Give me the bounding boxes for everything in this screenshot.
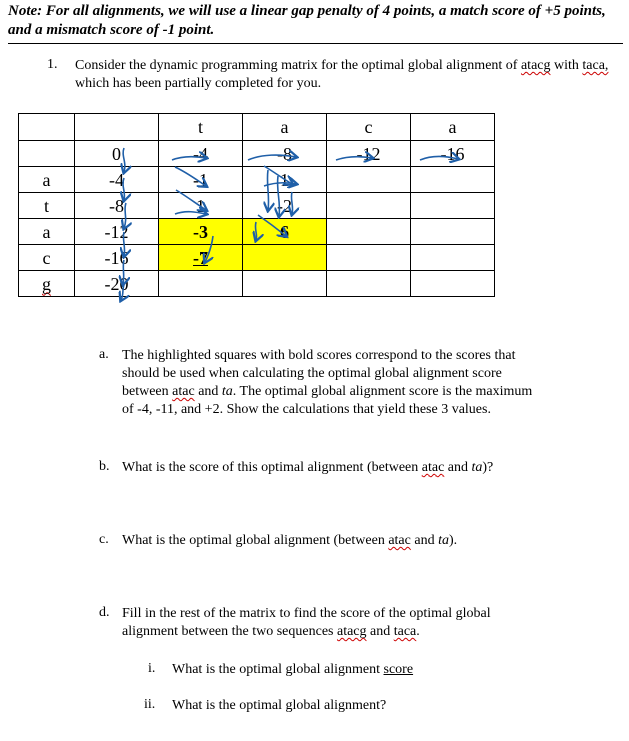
part-dii-label: ii. [144, 697, 156, 712]
part-a-line [122, 383, 612, 401]
part-a-line: The highlighted squares with bold scores correspond to the scores that [122, 348, 516, 363]
arrow-right-icon [420, 157, 458, 161]
part-a-seq2: ta [221, 384, 233, 399]
part-a-label: a. [99, 347, 109, 362]
part-a-line: of -4, -11, and +2. Show the calculations that yield these 3 values. [122, 402, 491, 417]
matrix-cell: 1 [243, 167, 327, 193]
matrix-cell: -16 [75, 245, 159, 271]
arrow-down-icon [123, 232, 124, 256]
part-b-text [122, 459, 612, 477]
question-1-number: 1. [47, 57, 58, 72]
part-d-text-pre: alignment between the two sequences [122, 624, 334, 639]
arrow-down-icon [255, 222, 256, 240]
matrix-cell: -12 [327, 141, 411, 167]
arrow-down-icon [278, 176, 280, 216]
part-b-text-mid: and [447, 460, 468, 475]
arrow-down-icon [267, 170, 268, 210]
arrow-down-icon [291, 192, 292, 214]
arrow-down-icon [123, 260, 124, 284]
part-di-label: i. [148, 661, 156, 676]
row-label: a [19, 219, 75, 245]
matrix-cell: -1 [159, 167, 243, 193]
matrix-cell: -4 [159, 141, 243, 167]
q1-seq2: taca, [582, 58, 609, 73]
arrow-down-icon [121, 285, 124, 300]
part-d-text-post: . [416, 624, 420, 639]
part-d-line: Fill in the rest of the matrix to find the score of the optimal global [122, 606, 491, 621]
part-di-text-pre: What is the optimal global alignment [172, 662, 381, 677]
q1-text-after: which has been partially completed for you. [75, 76, 322, 91]
part-a-text [122, 347, 612, 419]
matrix-cell: 0 [75, 141, 159, 167]
part-b-seq1: atac [421, 460, 445, 475]
row-label: g [19, 271, 75, 297]
part-d-text [122, 605, 612, 641]
part-b-seq2: ta [471, 460, 483, 475]
arrow-down-icon [124, 203, 126, 228]
part-d-seq2: taca [393, 624, 417, 639]
matrix-cell: -8 [243, 141, 327, 167]
part-c-text [122, 532, 612, 550]
part-b-text-post: )? [482, 460, 494, 475]
part-c-seq2: ta [438, 533, 449, 548]
arrow-right-icon [336, 157, 372, 160]
matrix-cell: -2 [243, 193, 327, 219]
note-header: Note: For all alignments, we will use a linear gap penalty of 4 points, a match score of +5 points, and a mismatch score of -1 point. [8, 2, 623, 44]
part-a-text-pre: between [122, 384, 169, 399]
q1-text-mid: with [554, 58, 579, 73]
col-header: a [411, 114, 495, 141]
col-header: a [243, 114, 327, 141]
col-header: t [159, 114, 243, 141]
matrix-cell: -12 [75, 219, 159, 245]
matrix-cell-highlighted: -3 [159, 219, 243, 245]
q1-seq1: atacg [520, 58, 551, 73]
arrow-right-icon [172, 157, 206, 160]
arrow-down-icon [205, 236, 213, 262]
arrow-right-icon [248, 155, 296, 160]
arrow-right-icon [175, 212, 206, 214]
part-d-line [122, 623, 612, 641]
part-d-label: d. [99, 605, 110, 620]
arrow-down-icon [123, 178, 124, 200]
col-header: c [327, 114, 411, 141]
part-dii-text: What is the optimal global alignment? [172, 698, 387, 713]
part-a-line: should be used when calculating the optimal global alignment score [122, 366, 502, 381]
matrix-cell: -20 [75, 271, 159, 297]
q1-text-before: Consider the dynamic programming matrix for the optimal global alignment of [75, 58, 518, 73]
arrow-down-icon [123, 148, 125, 172]
arrow-diagonal-icon [175, 167, 206, 186]
part-d-text-mid: and [370, 624, 391, 639]
part-di-text [172, 661, 413, 679]
matrix-cell: 1 [159, 193, 243, 219]
matrix-cell-highlighted: 6 [243, 219, 327, 245]
arrow-diagonal-icon [176, 190, 206, 210]
row-label: c [19, 245, 75, 271]
part-d-seq1: atacg [336, 624, 367, 639]
row-label: a [19, 167, 75, 193]
arrow-diagonal-icon [258, 215, 286, 236]
part-a-text-mid: and [198, 384, 219, 399]
row-label: t [19, 193, 75, 219]
part-c-text-pre: What is the optimal global alignment (between [122, 533, 385, 548]
part-a-text-post: . The optimal global alignment score is the maximum [232, 384, 533, 399]
matrix-cell-highlighted: -7 [159, 245, 243, 271]
matrix-cell: -8 [75, 193, 159, 219]
part-c-label: c. [99, 532, 109, 547]
part-c-seq1: atac [388, 533, 411, 548]
part-b-label: b. [99, 459, 110, 474]
part-b-text-pre: What is the score of this optimal alignment (between [122, 460, 419, 475]
matrix-cell: -4 [75, 167, 159, 193]
part-di-score: score [383, 662, 414, 677]
part-c-text-mid: and [414, 533, 435, 548]
part-a-seq1: atac [172, 384, 195, 399]
matrix-cell: -16 [411, 141, 495, 167]
part-c-text-post: ). [448, 533, 458, 548]
